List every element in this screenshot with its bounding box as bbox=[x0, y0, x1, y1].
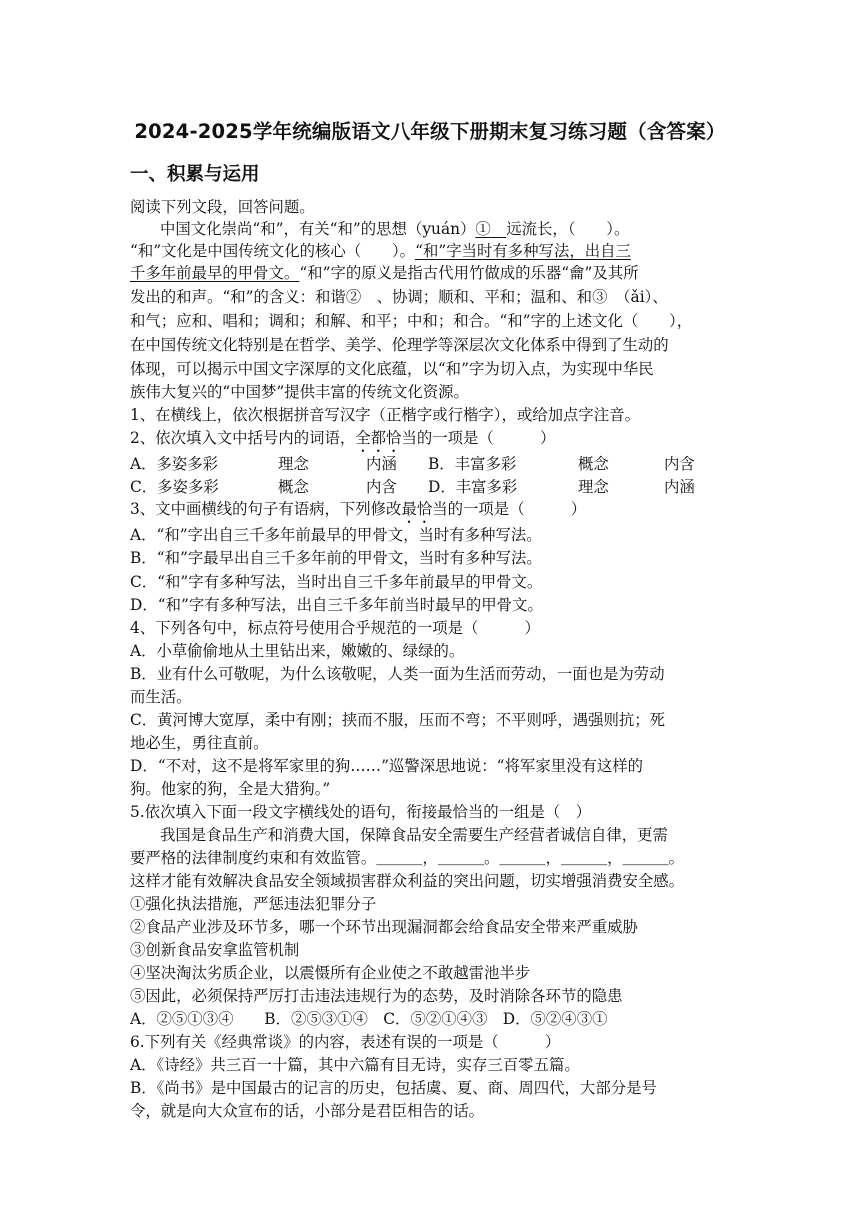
q2-option-d: D．丰富多彩 bbox=[428, 478, 518, 496]
q2-option-b: B．丰富多彩 bbox=[428, 455, 517, 473]
q2-option-a: A．多姿多彩 bbox=[130, 455, 219, 473]
passage-line: 体现，可以揭示中国文字深厚的文化底蕴，以“和”字为切入点，为实现中华民 bbox=[130, 360, 654, 378]
q5-sentence-1: ①强化执法措施，严惩违法犯罪分子 bbox=[130, 895, 377, 913]
question-4-stem: 4、下列各句中，标点符号使用合乎规范的一项是（ ） bbox=[130, 619, 540, 637]
q3-option-c: C．“和”字有多种写法，当时出自三千多年前最早的甲骨文。 bbox=[130, 573, 543, 591]
question-3-stem: 3、文中画横线的句子有语病，下列修改最恰当的一项是（ ） bbox=[130, 500, 587, 518]
passage-line: 在中国传统文化特别是在哲学、美学、伦理学等深层次文化体系中得到了生动的 bbox=[130, 336, 669, 354]
q4-option-d: D．“不对，这不是将军家里的狗……”巡警深思地说：“将军家里没有这样的 bbox=[130, 757, 644, 775]
passage-line: 族伟大复兴的“中国梦”提供丰富的传统文化资源。 bbox=[130, 383, 469, 401]
q6-option-b: B．《尚书》是中国最古的记言的历史，包括虞、夏、商、周四代，大部分是号 bbox=[130, 1079, 657, 1097]
document-title: 2024-2025学年统编版语文八年级下册期末复习练习题（含答案） bbox=[134, 120, 726, 143]
q5-sentence-5: ⑤因此，必须保持严厉打击违法违规行为的态势，及时消除各环节的隐患 bbox=[130, 987, 623, 1005]
underlined-sentence: 千多年前最早的甲骨文。 bbox=[130, 264, 300, 282]
q5-text: 我国是食品生产和消费大国，保障食品安全需要生产经营者诚信自律，更需 bbox=[160, 826, 668, 844]
passage-line: 千多年前最早的甲骨文。“和”字的原义是指古代用竹做成的乐器“龠”及其所 bbox=[130, 264, 639, 282]
passage-line: “和”文化是中国传统文化的核心（ ）。“和”字当时有多种写法，出自三 bbox=[130, 242, 631, 260]
passage-line: 发出的和声。“和”的含义：和谐② 、协调；顺和、平和；温和、和③ （ǎi）、 bbox=[130, 288, 668, 306]
q5-sentence-4: ④坚决淘汰劣质企业，以震慑所有企业使之不敢越雷池半步 bbox=[130, 964, 531, 982]
q5-options: A．②⑤①③④ B．②⑤③①④ C．⑤②①④③ D．⑤②④③① bbox=[130, 1010, 608, 1028]
passage-line: 中国文化崇尚“和”，有关“和”的思想（yuán）① 远流长，（ ）。 bbox=[160, 220, 630, 238]
question-1: 1、在横线上，依次根据拼音写汉字（正楷字或行楷字），或给加点字注音。 bbox=[130, 406, 640, 424]
question-6-stem: 6.下列有关《经典常谈》的内容，表述有误的一项是（ ） bbox=[130, 1033, 561, 1051]
passage-line: 和气；应和、唱和；调和；和解、和平；中和；和合。“和”字的上述文化（ ）， bbox=[130, 312, 693, 330]
section-heading: 一、积累与运用 bbox=[130, 164, 260, 185]
q5-sentence-3: ③创新食品安拿监管机制 bbox=[130, 941, 300, 959]
q5-text: 这样才能有效解决食品安全领域损害群众利益的突出问题，切实增强消费安全感。 bbox=[130, 872, 685, 890]
q2-option-c: C．多姿多彩 bbox=[130, 478, 219, 496]
q3-option-a: A．“和”字出自三千多年前最早的甲骨文，当时有多种写法。 bbox=[130, 526, 542, 544]
q3-option-d: D．“和”字有多种写法，出自三千多年前当时最早的甲骨文。 bbox=[130, 596, 543, 614]
question-2-stem: 2、依次填入文中括号内的词语，全都恰当的一项是（ ） bbox=[130, 429, 556, 447]
q5-sentence-2: ②食品产业涉及环节多，哪一个环节出现漏洞都会给食品安全带来严重威胁 bbox=[130, 918, 638, 936]
q4-option-c: C．黄河博大宽厚，柔中有刚；挟而不服，压而不弯；不平则呼，遇强则抗；死 bbox=[130, 711, 666, 729]
intro-text: 阅读下列文段，回答问题。 bbox=[130, 198, 315, 216]
blank-1: ① bbox=[475, 220, 491, 238]
q5-text: 要严格的法律制度约束和有效监管。＿＿＿，＿＿＿。＿＿＿，＿＿＿，＿＿＿。 bbox=[130, 849, 685, 867]
q3-option-b: B．“和”字最早出自三千多年前的甲骨文，当时有多种写法。 bbox=[130, 549, 542, 567]
underlined-sentence: “和”字当时有多种写法，出自三 bbox=[415, 242, 631, 260]
q4-option-a: A．小草偷偷地从土里钻出来，嫩嫩的、绿绿的。 bbox=[130, 642, 465, 660]
question-5-stem: 5.依次填入下面一段文字横线处的语句，衔接最恰当的一组是（ ） bbox=[130, 803, 592, 821]
document-page: 2024-2025学年统编版语文八年级下册期末复习练习题（含答案） 一、积累与运用 阅读下列文段，回答问题。 中国文化崇尚“和”，有关“和”的思想（yuán）① 远流长，（ ）。 “和”文化是中国传统文化的核心（ ）。“和”字当时有多种写法，出自三 千多年前最早的甲骨文。“和”字的原义是指古代用竹做成的乐器“龠”及其所 发出的和声。“和”的含义：和谐② 、协调；顺和、平和；温和、和③ （ǎi）、 和气；应和、唱和；调和；和解、和平；中和；和合。“和”字的上述文化（ ）， 在中国传统文化特别是在哲学、美学、伦理学等深层次文化体系中得到了生动的 体现，可以揭示中国文字深厚的文化底蕴，以“和”字为切入点，为实现中华民 族伟大复兴的“中国梦”提供丰富的传统文化资源。 1、在横线上，依次根据拼音写汉字（正楷字或行楷字），或给加点字注音。 2、依次填入文中括号内的词语，全都恰当的一项是（ ） A．多姿多彩 理念 内涵 B．丰富多彩 概念 内含 C．多姿多彩 概念 内含 D．丰富多彩 理念 内涵 3、文中画横线的句子有语病，下列修改最恰当的一项是（ ） A．“和”字出自三千多年前最早的甲骨文，当时有多种写法。 B．“和”字最早出自三千多年前的甲骨文，当时有多种写法。 C．“和”字有多种写法，当时出自三千多年前最早的甲骨文。 D．“和”字有多种写法，出自三千多年前当时最早的甲骨文。 4、下列各句中，标点符号使用合乎规范的一项是（ ） A．小草偷偷地从土里钻出来，嫩嫩的、绿绿的。 B．业有什么可敬呢，为什么该敬呢，人类一面为生活而劳动，一面也是为劳动 而生活。 C．黄河博大宽厚，柔中有刚；挟而不服，压而不弯；不平则呼，遇强则抗；死 地必生，勇往直前。 D．“不对，这不是将军家里的狗……”巡警深思地说：“将军家里没有这样的 狗。他家的狗，全是大猎狗。” 5.依次填入下面一段文字横线处的语句，衔接最恰当的一组是（ ） 我国是食品生产和消费大国，保障食品安全需要生产经营者诚信自律，更需 要严格的法律制度约束和有效监管。＿＿＿，＿＿＿。＿＿＿，＿＿＿，＿＿＿。 这样才能有效解决食品安全领域损害群众利益的突出问题，切实增强消费安全感。 ①强化执法措施，严惩违法犯罪分子 ②食品产业涉及环节多，哪一个环节出现漏洞都会给食品安全带来严重威胁 ③创新食品安拿监管机制 ④坚决淘汰劣质企业，以震慑所有企业使之不敢越雷池半步 ⑤因此，必须保持严厉打击违法违规行为的态势，及时消除各环节的隐患 A．②⑤①③④ B．②⑤③①④ C．⑤②①④③ D．⑤②④③① 6.下列有关《经典常谈》的内容，表述有误的一项是（ ） A．《诗经》共三百一十篇，其中六篇有目无诗，实存三百零五篇。 B．《尚书》是中国最古的记言的历史，包括虞、夏、商、周四代，大部分是号 令，就是向大众宣布的话，小部分是君臣相告的话。 bbox=[0, 0, 860, 1216]
q4-option-b: B．业有什么可敬呢，为什么该敬呢，人类一面为生活而劳动，一面也是为劳动 bbox=[130, 665, 665, 683]
q6-option-a: A．《诗经》共三百一十篇，其中六篇有目无诗，实存三百零五篇。 bbox=[130, 1056, 580, 1074]
